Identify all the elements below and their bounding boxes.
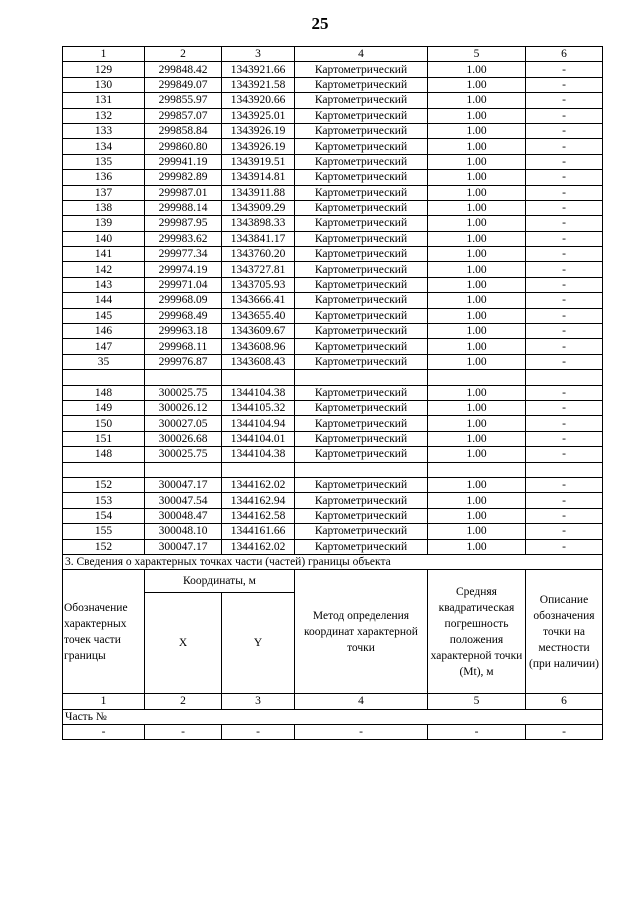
y-cell: 1343921.66 <box>222 62 295 77</box>
point-number-cell: 140 <box>63 231 145 246</box>
description-cell: - <box>526 493 603 508</box>
method-cell: Картометрический <box>295 385 428 400</box>
method-cell: Картометрический <box>295 339 428 354</box>
description-cell: - <box>526 170 603 185</box>
x-cell: 299858.84 <box>145 123 222 138</box>
y-cell: 1344162.02 <box>222 539 295 554</box>
table-row <box>63 354 603 369</box>
x-cell: 299974.19 <box>145 262 222 277</box>
column-number-cell: 1 <box>63 47 145 62</box>
method-cell: Картометрический <box>295 293 428 308</box>
table-row <box>63 216 603 231</box>
column-number-cell: 4 <box>295 694 428 709</box>
point-number-cell: 152 <box>63 539 145 554</box>
empty-cell <box>428 462 526 477</box>
y-cell: 1344162.94 <box>222 493 295 508</box>
x-cell: 299860.80 <box>145 139 222 154</box>
table-row <box>63 139 603 154</box>
y-cell: 1344104.38 <box>222 385 295 400</box>
error-cell: 1.00 <box>428 477 526 492</box>
point-number-cell: 35 <box>63 354 145 369</box>
error-cell: 1.00 <box>428 493 526 508</box>
description-header: Описание обозначения точки на местности (при наличии) <box>526 570 603 694</box>
error-cell: 1.00 <box>428 170 526 185</box>
table-row <box>63 524 603 539</box>
table-row <box>63 108 603 123</box>
column-number-cell: 3 <box>222 694 295 709</box>
y-cell: 1344104.38 <box>222 447 295 462</box>
method-header: Метод определения координат характерной точки <box>295 570 428 694</box>
y-cell: 1343705.93 <box>222 277 295 292</box>
point-number-cell: 146 <box>63 324 145 339</box>
x-cell: 299968.11 <box>145 339 222 354</box>
error-cell: 1.00 <box>428 385 526 400</box>
error-cell: 1.00 <box>428 400 526 415</box>
error-cell: 1.00 <box>428 277 526 292</box>
section-title-row <box>63 554 603 569</box>
point-number-cell: 142 <box>63 262 145 277</box>
method-cell: - <box>295 725 428 740</box>
y-cell: 1344105.32 <box>222 400 295 415</box>
error-cell: - <box>428 725 526 740</box>
x-cell: 299987.01 <box>145 185 222 200</box>
x-cell: 300047.17 <box>145 477 222 492</box>
table-row <box>63 416 603 431</box>
description-cell: - <box>526 77 603 92</box>
method-cell: Картометрический <box>295 493 428 508</box>
x-cell: 300025.75 <box>145 385 222 400</box>
x-cell: 299977.34 <box>145 247 222 262</box>
description-cell: - <box>526 416 603 431</box>
x-cell: 299987.95 <box>145 216 222 231</box>
point-number-cell: 129 <box>63 62 145 77</box>
x-cell: 299968.09 <box>145 293 222 308</box>
description-cell: - <box>526 247 603 262</box>
method-cell: Картометрический <box>295 508 428 523</box>
y-cell: 1343760.20 <box>222 247 295 262</box>
x-cell: 299983.62 <box>145 231 222 246</box>
empty-data-row <box>63 725 603 740</box>
description-cell: - <box>526 277 603 292</box>
method-cell: Картометрический <box>295 308 428 323</box>
table-row <box>63 431 603 446</box>
point-number-cell: 145 <box>63 308 145 323</box>
x-header: X <box>145 593 222 694</box>
point-number-cell: - <box>63 725 145 740</box>
description-cell: - <box>526 185 603 200</box>
description-cell: - <box>526 324 603 339</box>
error-cell: 1.00 <box>428 62 526 77</box>
x-cell: 299963.18 <box>145 324 222 339</box>
point-number-cell: 152 <box>63 477 145 492</box>
y-cell: 1343666.41 <box>222 293 295 308</box>
y-header: Y <box>222 593 295 694</box>
empty-cell <box>526 370 603 385</box>
y-cell: 1343909.29 <box>222 200 295 215</box>
description-cell: - <box>526 447 603 462</box>
description-cell: - <box>526 339 603 354</box>
table-row <box>63 400 603 415</box>
x-cell: 299857.07 <box>145 108 222 123</box>
x-cell: 299849.07 <box>145 77 222 92</box>
y-cell: 1344162.02 <box>222 477 295 492</box>
method-cell: Картометрический <box>295 154 428 169</box>
method-cell: Картометрический <box>295 400 428 415</box>
error-cell: 1.00 <box>428 200 526 215</box>
description-cell: - <box>526 200 603 215</box>
point-number-cell: 149 <box>63 400 145 415</box>
y-cell: 1343609.67 <box>222 324 295 339</box>
table-row <box>63 247 603 262</box>
y-cell: 1343655.40 <box>222 308 295 323</box>
error-cell: 1.00 <box>428 139 526 154</box>
table-row <box>63 277 603 292</box>
error-cell: 1.00 <box>428 308 526 323</box>
y-cell: 1344162.58 <box>222 508 295 523</box>
x-cell: 300025.75 <box>145 447 222 462</box>
point-number-cell: 148 <box>63 385 145 400</box>
x-cell: 299968.49 <box>145 308 222 323</box>
method-cell: Картометрический <box>295 216 428 231</box>
empty-cell <box>145 462 222 477</box>
column-number-cell: 6 <box>526 47 603 62</box>
error-cell: 1.00 <box>428 431 526 446</box>
y-cell: 1343926.19 <box>222 139 295 154</box>
error-cell: 1.00 <box>428 231 526 246</box>
method-cell: Картометрический <box>295 524 428 539</box>
part-label: Часть № <box>63 709 603 724</box>
column-number-cell: 2 <box>145 47 222 62</box>
method-cell: Картометрический <box>295 262 428 277</box>
method-cell: Картометрический <box>295 277 428 292</box>
x-cell: 299988.14 <box>145 200 222 215</box>
y-cell: 1343727.81 <box>222 262 295 277</box>
column-number-cell: 2 <box>145 694 222 709</box>
method-cell: Картометрический <box>295 123 428 138</box>
method-cell: Картометрический <box>295 431 428 446</box>
method-cell: Картометрический <box>295 447 428 462</box>
error-cell: 1.00 <box>428 324 526 339</box>
table-row <box>63 324 603 339</box>
error-cell: 1.00 <box>428 539 526 554</box>
description-cell: - <box>526 308 603 323</box>
page-number: 25 <box>311 14 329 33</box>
error-cell: 1.00 <box>428 508 526 523</box>
description-cell: - <box>526 216 603 231</box>
x-cell: 300047.17 <box>145 539 222 554</box>
error-cell: 1.00 <box>428 447 526 462</box>
empty-cell <box>145 370 222 385</box>
description-cell: - <box>526 524 603 539</box>
table-row <box>63 293 603 308</box>
point-number-cell: 134 <box>63 139 145 154</box>
x-cell: 299941.19 <box>145 154 222 169</box>
table-row <box>63 77 603 92</box>
description-cell: - <box>526 123 603 138</box>
description-cell: - <box>526 231 603 246</box>
x-cell: 299848.42 <box>145 62 222 77</box>
error-cell: 1.00 <box>428 185 526 200</box>
description-cell: - <box>526 431 603 446</box>
point-number-cell: 136 <box>63 170 145 185</box>
empty-cell <box>295 462 428 477</box>
error-cell: 1.00 <box>428 123 526 138</box>
point-number-cell: 133 <box>63 123 145 138</box>
table-row <box>63 93 603 108</box>
method-cell: Картометрический <box>295 93 428 108</box>
error-cell: 1.00 <box>428 293 526 308</box>
y-cell: 1343914.81 <box>222 170 295 185</box>
table-row <box>63 477 603 492</box>
point-number-cell: 155 <box>63 524 145 539</box>
point-number-cell: 141 <box>63 247 145 262</box>
part-label-row <box>63 709 603 724</box>
point-number-cell: 154 <box>63 508 145 523</box>
y-cell: 1343911.88 <box>222 185 295 200</box>
method-cell: Картометрический <box>295 185 428 200</box>
x-cell: 300048.10 <box>145 524 222 539</box>
empty-cell <box>63 370 145 385</box>
method-cell: Картометрический <box>295 200 428 215</box>
error-cell: 1.00 <box>428 262 526 277</box>
description-cell: - <box>526 154 603 169</box>
point-number-cell: 151 <box>63 431 145 446</box>
column-number-cell: 1 <box>63 694 145 709</box>
empty-cell <box>222 462 295 477</box>
section-title: 3. Сведения о характерных точках части (частей) границы объекта <box>63 554 603 569</box>
blank-separator-row <box>63 462 603 477</box>
method-cell: Картометрический <box>295 477 428 492</box>
description-cell: - <box>526 508 603 523</box>
empty-cell <box>295 370 428 385</box>
point-number-cell: 138 <box>63 200 145 215</box>
point-number-cell: 131 <box>63 93 145 108</box>
point-number-cell: 137 <box>63 185 145 200</box>
method-cell: Картометрический <box>295 231 428 246</box>
description-cell: - <box>526 385 603 400</box>
designation-header: Обозначение характерных точек части границы <box>63 570 145 694</box>
point-number-cell: 150 <box>63 416 145 431</box>
error-cell: 1.00 <box>428 416 526 431</box>
point-number-cell: 147 <box>63 339 145 354</box>
y-cell: 1344161.66 <box>222 524 295 539</box>
y-cell: 1343608.96 <box>222 339 295 354</box>
description-cell: - <box>526 725 603 740</box>
table-row <box>63 539 603 554</box>
x-cell: 300026.68 <box>145 431 222 446</box>
x-cell: 299976.87 <box>145 354 222 369</box>
table-row <box>63 154 603 169</box>
description-cell: - <box>526 262 603 277</box>
y-cell: 1343921.58 <box>222 77 295 92</box>
description-cell: - <box>526 93 603 108</box>
point-number-cell: 153 <box>63 493 145 508</box>
error-cell: 1.00 <box>428 339 526 354</box>
point-number-cell: 132 <box>63 108 145 123</box>
y-cell: 1343898.33 <box>222 216 295 231</box>
empty-cell <box>526 462 603 477</box>
error-cell: 1.00 <box>428 77 526 92</box>
section-header-row <box>63 570 603 593</box>
method-cell: Картометрический <box>295 77 428 92</box>
point-number-cell: 139 <box>63 216 145 231</box>
method-cell: Картометрический <box>295 139 428 154</box>
error-cell: 1.00 <box>428 93 526 108</box>
table-row <box>63 200 603 215</box>
x-cell: 300047.54 <box>145 493 222 508</box>
error-cell: 1.00 <box>428 108 526 123</box>
description-cell: - <box>526 477 603 492</box>
method-cell: Картометрический <box>295 416 428 431</box>
description-cell: - <box>526 108 603 123</box>
table-row <box>63 170 603 185</box>
y-cell: 1344104.01 <box>222 431 295 446</box>
x-cell: 300048.47 <box>145 508 222 523</box>
y-cell: 1343926.19 <box>222 123 295 138</box>
coordinates-header: Координаты, м <box>145 570 295 593</box>
table-row <box>63 308 603 323</box>
point-number-cell: 130 <box>63 77 145 92</box>
method-cell: Картометрический <box>295 354 428 369</box>
description-cell: - <box>526 400 603 415</box>
table-row <box>63 508 603 523</box>
description-cell: - <box>526 539 603 554</box>
table-row <box>63 493 603 508</box>
error-header: Средняя квадратическая погрешность положения характерной точки (Mt), м <box>428 570 526 694</box>
table-row <box>63 447 603 462</box>
empty-cell <box>428 370 526 385</box>
column-number-cell: 3 <box>222 47 295 62</box>
x-cell: - <box>145 725 222 740</box>
x-cell: 299982.89 <box>145 170 222 185</box>
error-cell: 1.00 <box>428 154 526 169</box>
method-cell: Картометрический <box>295 539 428 554</box>
y-cell: 1344104.94 <box>222 416 295 431</box>
table-row <box>63 185 603 200</box>
x-cell: 300027.05 <box>145 416 222 431</box>
description-cell: - <box>526 354 603 369</box>
description-cell: - <box>526 139 603 154</box>
error-cell: 1.00 <box>428 524 526 539</box>
point-number-cell: 148 <box>63 447 145 462</box>
blank-separator-row <box>63 370 603 385</box>
table-row <box>63 123 603 138</box>
error-cell: 1.00 <box>428 216 526 231</box>
y-cell: 1343608.43 <box>222 354 295 369</box>
table-row <box>63 262 603 277</box>
x-cell: 300026.12 <box>145 400 222 415</box>
section-column-numbers-row <box>63 694 603 709</box>
column-number-cell: 5 <box>428 694 526 709</box>
error-cell: 1.00 <box>428 354 526 369</box>
column-number-cell: 5 <box>428 47 526 62</box>
point-number-cell: 135 <box>63 154 145 169</box>
method-cell: Картометрический <box>295 170 428 185</box>
y-cell: 1343925.01 <box>222 108 295 123</box>
column-number-cell: 4 <box>295 47 428 62</box>
point-number-cell: 144 <box>63 293 145 308</box>
y-cell: - <box>222 725 295 740</box>
empty-cell <box>222 370 295 385</box>
y-cell: 1343920.66 <box>222 93 295 108</box>
table-row <box>63 385 603 400</box>
y-cell: 1343919.51 <box>222 154 295 169</box>
error-cell: 1.00 <box>428 247 526 262</box>
table-row <box>63 339 603 354</box>
table-row <box>63 62 603 77</box>
y-cell: 1343841.17 <box>222 231 295 246</box>
point-number-cell: 143 <box>63 277 145 292</box>
method-cell: Картометрический <box>295 108 428 123</box>
method-cell: Картометрический <box>295 62 428 77</box>
table-row <box>63 231 603 246</box>
column-numbers-row <box>63 47 603 62</box>
x-cell: 299855.97 <box>145 93 222 108</box>
description-cell: - <box>526 293 603 308</box>
x-cell: 299971.04 <box>145 277 222 292</box>
coordinates-table <box>62 46 603 740</box>
empty-cell <box>63 462 145 477</box>
column-number-cell: 6 <box>526 694 603 709</box>
method-cell: Картометрический <box>295 324 428 339</box>
method-cell: Картометрический <box>295 247 428 262</box>
description-cell: - <box>526 62 603 77</box>
